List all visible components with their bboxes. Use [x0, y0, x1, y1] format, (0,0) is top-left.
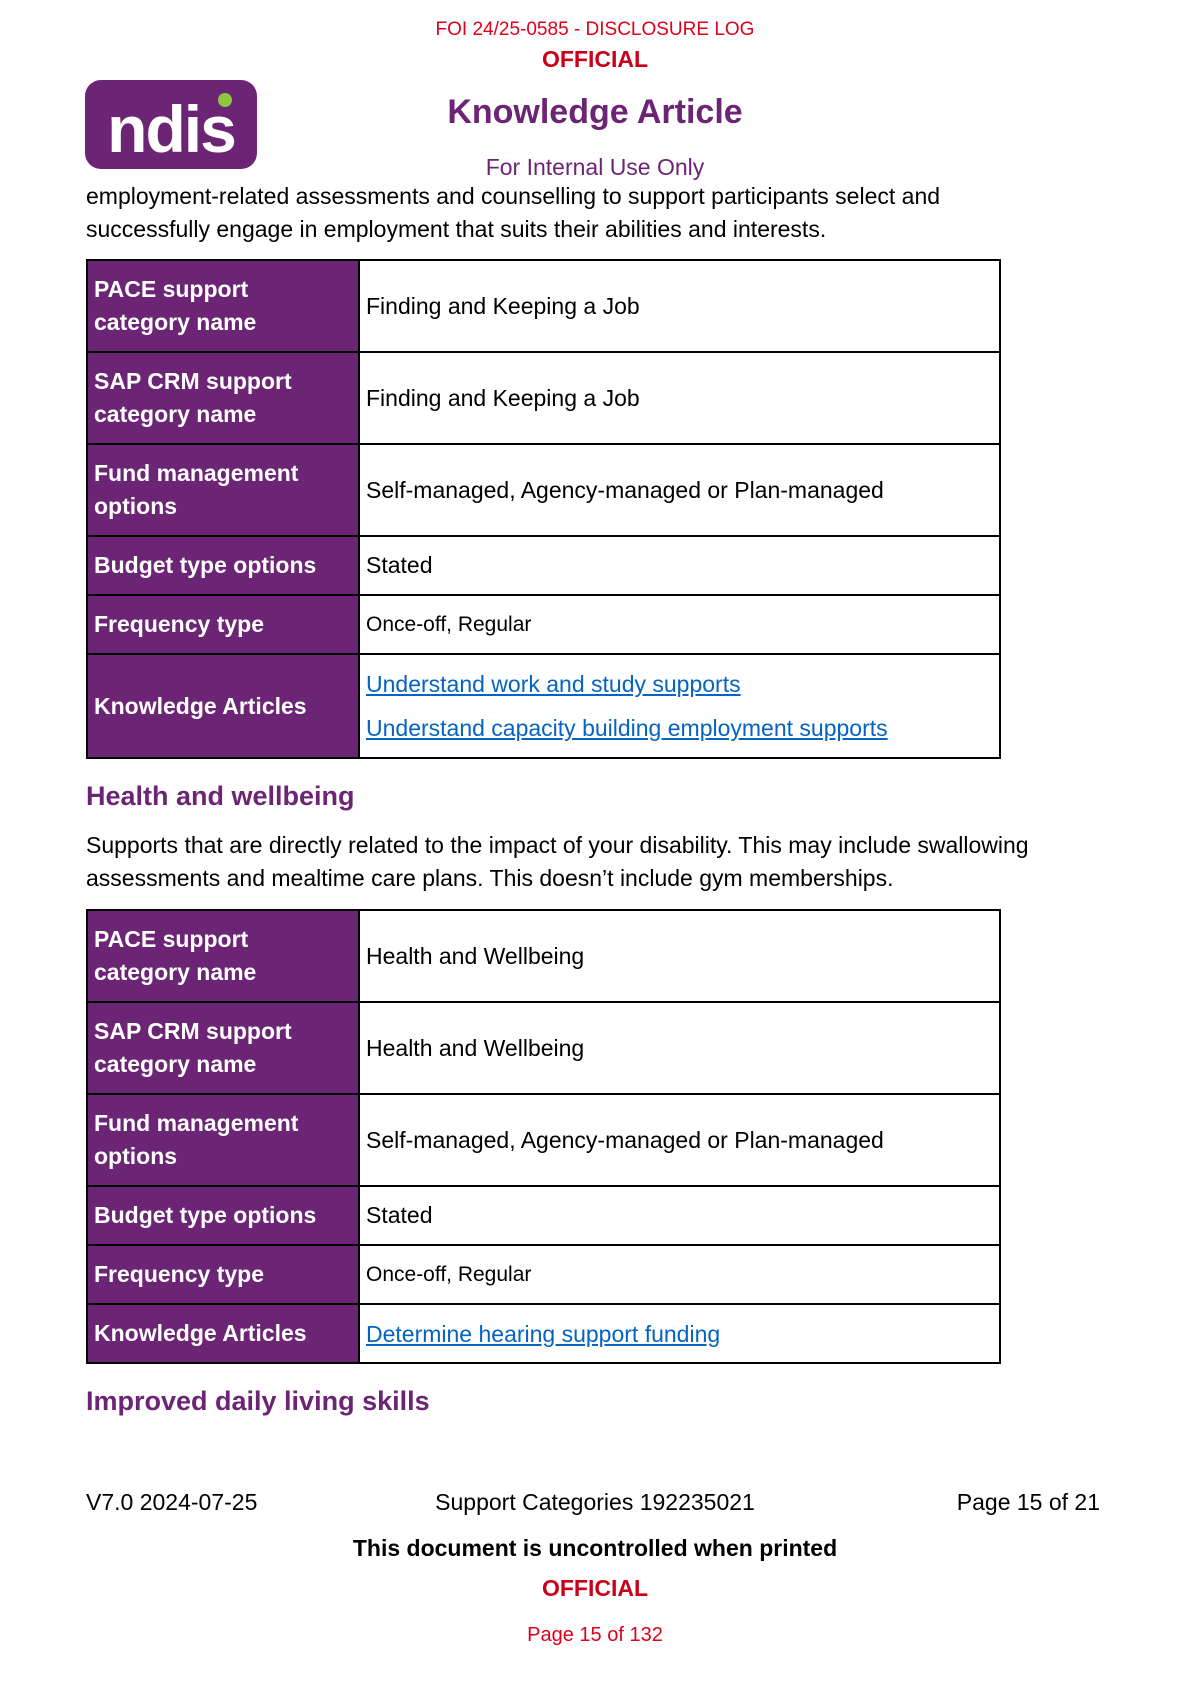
health-line-1: Supports that are directly related to the impact of your disability. This may include swallowing	[86, 832, 1029, 858]
row-key: PACE support category name	[87, 910, 359, 1002]
classification-bottom: OFFICIAL	[541, 1575, 649, 1601]
row-value: Self-managed, Agency-managed or Plan-managed	[359, 444, 1000, 536]
row-value	[359, 654, 1000, 758]
table-row	[87, 1094, 1000, 1186]
table-row	[87, 444, 1000, 536]
table-row	[87, 1186, 1000, 1245]
foi-disclosure-line: FOI 24/25-0585 - DISCLOSURE LOG	[435, 19, 755, 40]
row-value: Stated	[359, 1186, 1000, 1245]
footer-version: V7.0 2024-07-25	[86, 1489, 258, 1515]
section-heading-daily-living-skills: Improved daily living skills	[86, 1386, 430, 1416]
intro-line-1: employment-related assessments and counselling to support participants select and	[86, 183, 941, 209]
row-key: Fund management options	[87, 1094, 359, 1186]
link-understand-work-and-study-supports[interactable]: Understand work and study supports	[366, 671, 741, 697]
row-key: Fund management options	[87, 444, 359, 536]
support-category-table-health	[86, 909, 1001, 1364]
intro-line-2: successfully engage in employment that suits their abilities and interests.	[86, 216, 827, 242]
row-value: Health and Wellbeing	[359, 910, 1000, 1002]
row-key: Frequency type	[87, 595, 359, 654]
row-key: PACE support category name	[87, 260, 359, 352]
table-row	[87, 654, 1000, 758]
logo-wordmark: ndis	[107, 92, 235, 166]
footer-page-number: Page 15 of 21	[956, 1489, 1100, 1515]
row-value: Finding and Keeping a Job	[359, 260, 1000, 352]
page-title: Knowledge Article	[447, 93, 743, 131]
row-value: Stated	[359, 536, 1000, 595]
row-key: Frequency type	[87, 1245, 359, 1304]
uncontrolled-notice: This document is uncontrolled when printed	[352, 1535, 838, 1561]
table-row	[87, 1245, 1000, 1304]
table-row	[87, 260, 1000, 352]
row-key: Budget type options	[87, 1186, 359, 1245]
health-line-2: assessments and mealtime care plans. This doesn’t include gym memberships.	[86, 865, 894, 891]
section-heading-health-wellbeing: Health and wellbeing	[86, 781, 355, 811]
table-row	[87, 595, 1000, 654]
link-determine-hearing-support-funding[interactable]: Determine hearing support funding	[366, 1320, 721, 1347]
intro-paragraph	[86, 180, 1106, 246]
row-value	[359, 1304, 1000, 1363]
row-value: Self-managed, Agency-managed or Plan-managed	[359, 1094, 1000, 1186]
row-value: Finding and Keeping a Job	[359, 352, 1000, 444]
table-row	[87, 1002, 1000, 1094]
row-key: Budget type options	[87, 536, 359, 595]
row-key: SAP CRM support category name	[87, 1002, 359, 1094]
row-value: Once-off, Regular	[359, 595, 1000, 654]
support-category-table-employment	[86, 259, 1001, 759]
table-row	[87, 536, 1000, 595]
row-key: Knowledge Articles	[87, 1304, 359, 1363]
table-row	[87, 352, 1000, 444]
health-wellbeing-paragraph	[86, 829, 1106, 895]
row-value: Health and Wellbeing	[359, 1002, 1000, 1094]
footer-document-title: Support Categories 192235021	[435, 1489, 755, 1515]
classification-top: OFFICIAL	[541, 46, 649, 72]
disclosure-page-count: Page 15 of 132	[527, 1624, 663, 1646]
page-subtitle: For Internal Use Only	[485, 154, 705, 180]
row-value: Once-off, Regular	[359, 1245, 1000, 1304]
row-key: Knowledge Articles	[87, 654, 359, 758]
table-row	[87, 1304, 1000, 1363]
table-row	[87, 910, 1000, 1002]
link-understand-capacity-building-employment-supports[interactable]: Understand capacity building employment supports	[366, 715, 888, 741]
row-key: SAP CRM support category name	[87, 352, 359, 444]
